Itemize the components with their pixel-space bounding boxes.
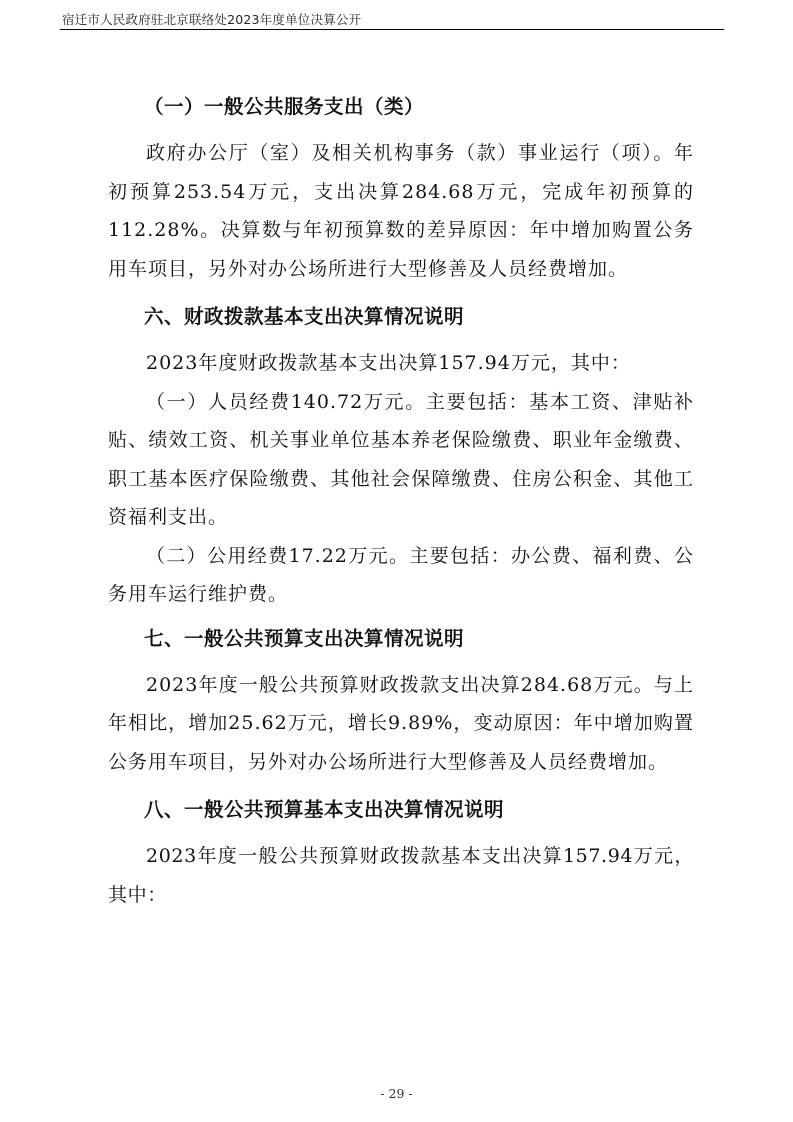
- paragraph-personnel-expenses: （一）人员经费140.72万元。主要包括：基本工资、津贴补贴、绩效工资、机关事业单位基本养老保险缴费、职业年金缴费、职工基本医疗保险缴费、其他社会保障缴费、住房公积金、其他工资福利支出。: [108, 390, 694, 528]
- document-header: 宿迁市人民政府驻北京联络处2023年度单位决算公开: [62, 12, 362, 27]
- paragraph-general-public-services: 政府办公厅（室）及相关机构事务（款）事业运行（项）。年初预算253.54万元，支出决算284.68万元，完成年初预算的112.28%。决算数与年初预算数的差异原因：年中增加购置公务用车项目，另外对办公场所进行大型修善及人员经费增加。: [108, 142, 694, 280]
- paragraph-public-budget-expenditure: 2023年度一般公共预算财政拨款支出决算284.68万元。与上年相比，增加25.62万元，增长9.89%，变动原因：年中增加购置公务用车项目，另外对办公场所进行大型修善及人员经费增加。: [108, 673, 694, 773]
- paragraph-basic-expenditure-intro: 2023年度财政拨款基本支出决算157.94万元，其中：: [146, 352, 631, 374]
- section-heading-public-budget-expenditure: 七、一般公共预算支出决算情况说明: [144, 626, 465, 650]
- paragraph-public-expenses: （二）公用经费17.22万元。主要包括：办公费、福利费、公务用车运行维护费。: [108, 544, 694, 605]
- section-heading-general-public-services: （一）一般公共服务支出（类）: [144, 95, 425, 118]
- section-heading-public-budget-basic-expenditure: 八、一般公共预算基本支出决算情况说明: [144, 798, 505, 821]
- page-number: - 29 -: [380, 1086, 413, 1101]
- paragraph-public-budget-basic-expenditure: 2023年度一般公共预算财政拨款基本支出决算157.94万元，其中：: [108, 845, 694, 906]
- header-rule: [60, 29, 724, 30]
- document-body: [108, 92, 694, 914]
- section-heading-basic-expenditure: 六、财政拨款基本支出决算情况说明: [144, 305, 465, 328]
